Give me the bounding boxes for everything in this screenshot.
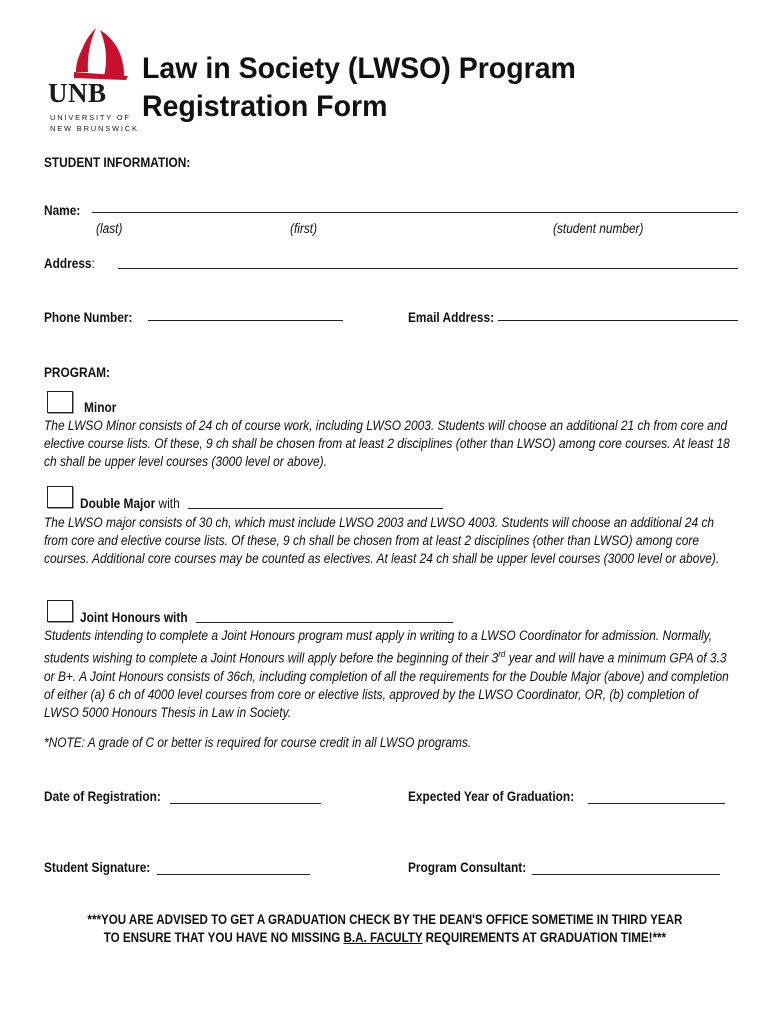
program-consultant-label: Program Consultant: [408, 860, 527, 875]
graduation-year-field[interactable] [588, 803, 725, 804]
address-field[interactable] [118, 268, 738, 269]
phone-label: Phone Number: [44, 310, 133, 325]
name-field[interactable] [92, 212, 738, 213]
last-name-hint: (last) [96, 221, 123, 236]
phone-field[interactable] [148, 320, 343, 321]
double-major-field[interactable] [188, 508, 443, 509]
footer-line1-text: ***YOU ARE ADVISED TO GET A GRADUATION CHECK BY THE DEAN'S OFFICE SOMETIME IN THIRD YEAR [87, 912, 683, 927]
address-colon: : [91, 256, 95, 271]
logo-name: UNB [48, 78, 107, 108]
grade-note: *NOTE: A grade of C or better is required for course credit in all LWSO programs. [44, 735, 472, 750]
student-number-hint: (student number) [553, 221, 644, 236]
address-label [44, 256, 95, 271]
joint-honours-desc-sup: rd [498, 649, 506, 659]
student-signature-field[interactable] [157, 874, 310, 875]
address-label-text: Address [44, 256, 92, 271]
double-major-label [80, 496, 180, 511]
joint-honours-desc-part1: Students intending to complete a Joint Honours program must apply in writing to a LWSO Coordinator for admission. Normally, students wishing to complete a Joint Honours will apply before the beginning of their 3 [44, 628, 713, 666]
first-name-hint: (first) [290, 221, 318, 236]
page-title-line2: Registration Form [142, 90, 388, 123]
email-field[interactable] [498, 320, 738, 321]
double-major-with: with [155, 496, 180, 511]
logo-line1: UNIVERSITY OF [50, 113, 131, 122]
minor-description: The LWSO Minor consists of 24 ch of course work, including LWSO 2003. Students will choose an additional 21 ch from core and elective course lists. Of these, 9 ch shall be chosen from at least 2 disciplines (other than LWSO) among core courses. At least 18 ch shall be upper level courses (3000 level or above). [44, 418, 730, 469]
footer-line2-prefix: TO ENSURE THAT YOU HAVE NO MISSING [103, 930, 344, 945]
joint-honours-description [44, 627, 730, 722]
name-label: Name: [44, 203, 81, 218]
joint-honours-field[interactable] [196, 622, 453, 623]
unb-logo [44, 26, 140, 136]
program-consultant-field[interactable] [532, 874, 720, 875]
double-major-description: The LWSO major consists of 30 ch, which must include LWSO 2003 and LWSO 4003. Students will choose an additional 24 ch from core and elective course lists. Of these, 9 ch shall be chosen from at least 2 disciplines (other than LWSO) among core courses. Additional core courses may be counted as electives. At least 24 ch shall be upper level courses (3000 level or above). [44, 515, 720, 566]
footer-line2 [0, 930, 770, 945]
student-info-heading: STUDENT INFORMATION: [44, 155, 191, 170]
footer-line2-wrap [104, 930, 666, 945]
date-of-registration-label: Date of Registration: [44, 789, 161, 804]
footer-line1 [0, 912, 770, 927]
double-major-checkbox[interactable] [47, 486, 73, 508]
footer-line2-suffix: REQUIREMENTS AT GRADUATION TIME!*** [422, 930, 667, 945]
page-title-line1: Law in Society (LWSO) Program [142, 52, 576, 85]
joint-honours-checkbox[interactable] [47, 600, 73, 622]
graduation-year-label: Expected Year of Graduation: [408, 789, 575, 804]
joint-honours-label: Joint Honours with [80, 610, 188, 625]
double-major-label-text: Double Major [80, 496, 156, 511]
joint-honours-desc-part2: year and will have a minimum GPA of 3.3 or B+. A Joint Honours consists of 36ch, including completion of all the requirements for the Double Major (above) and completion of either (a) 6 ch of 4000 level courses from core or elective lists, approved by the LWSO Coordinator, OR, (b) completion of LWSO 5000 Honours Thesis in Law in Society. [44, 650, 729, 720]
program-heading: PROGRAM: [44, 365, 110, 380]
minor-label: Minor [84, 400, 117, 415]
ba-faculty-underlined: B.A. FACULTY [343, 930, 423, 945]
email-label: Email Address: [408, 310, 495, 325]
student-signature-label: Student Signature: [44, 860, 151, 875]
minor-checkbox[interactable] [47, 391, 73, 413]
date-of-registration-field[interactable] [170, 803, 321, 804]
logo-line2: NEW BRUNSWICK [50, 124, 139, 133]
